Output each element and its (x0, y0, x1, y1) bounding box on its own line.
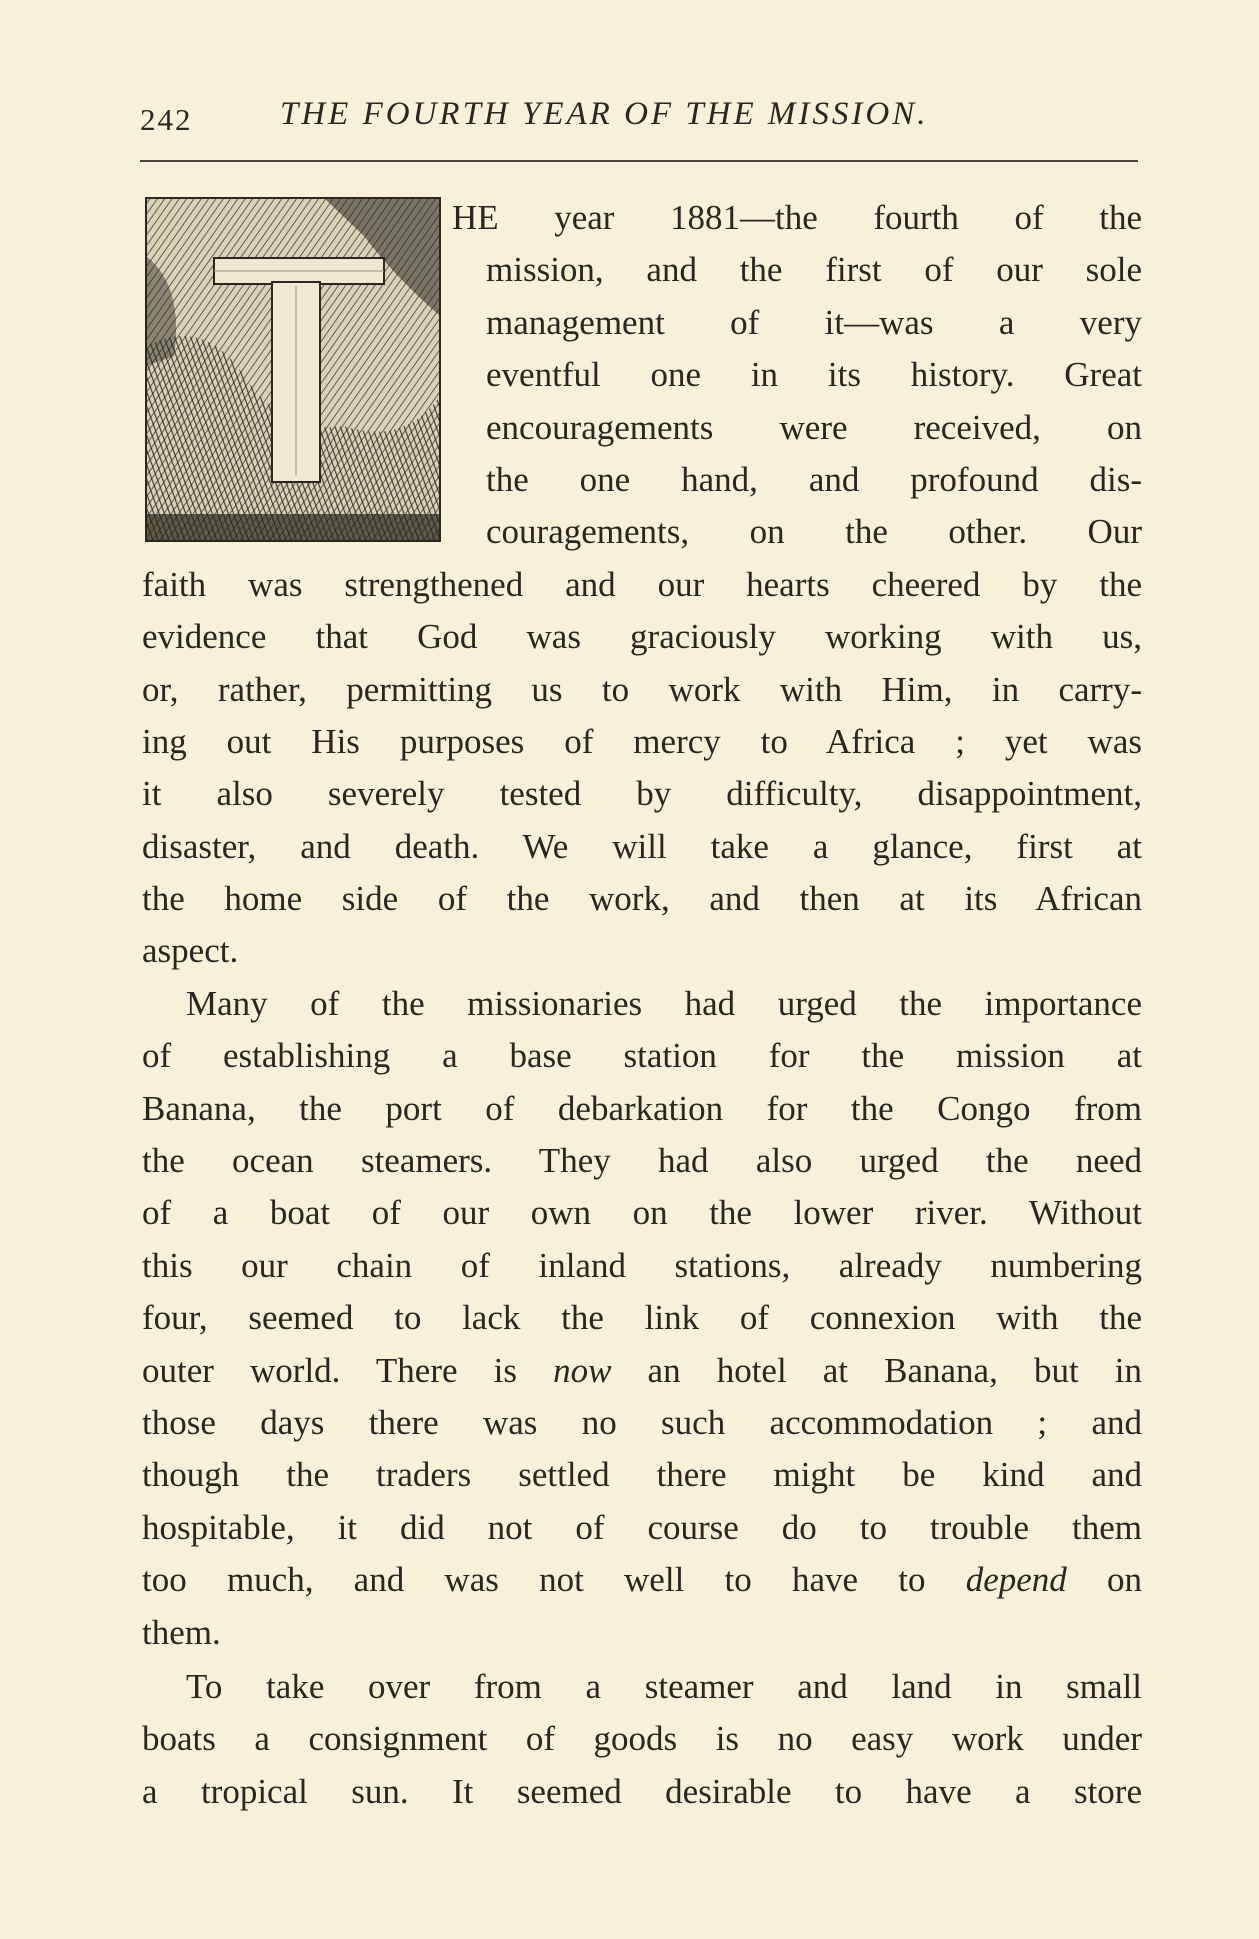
text-line: ing out His purposes of mercy to Africa ; yet was (142, 721, 1142, 761)
text-line: eventful one in its history. Great (486, 355, 1142, 395)
text-run: outer world. There is (142, 1350, 517, 1390)
text-line: the ocean steamers. They had also urged the need (142, 1141, 1142, 1181)
text-run: an hotel at Banana, but in (647, 1350, 1143, 1390)
text-line: it also severely tested by difficulty, disappointment, (142, 774, 1142, 814)
italic-word: now (553, 1350, 612, 1390)
text-line: or, rather, permitting us to work with Him, in carry- (142, 669, 1142, 709)
text-line: couragements, on the other. Our (486, 512, 1142, 552)
header-rule (140, 160, 1138, 162)
text-run: on (1107, 1560, 1143, 1600)
text-line: a tropical sun. It seemed desirable to have a store (142, 1771, 1142, 1811)
paragraph-3 (142, 1661, 1142, 1818)
page-number: 242 (140, 102, 193, 137)
text-line: those days there was no such accommodation ; and (142, 1402, 1142, 1442)
paragraph-1 (142, 192, 1142, 978)
text-line-mixed (142, 1554, 1142, 1606)
text-line: this our chain of inland stations, already numbering (142, 1245, 1142, 1285)
text-line: hospitable, it did not of course do to trouble them (142, 1507, 1142, 1547)
text-line: them. (142, 1612, 221, 1652)
text-line: of a boat of our own on the lower river. Without (142, 1193, 1142, 1233)
text-line: though the traders settled there might be kind and (142, 1455, 1142, 1495)
text-line: of establishing a base station for the mission at (142, 1036, 1142, 1076)
text-line: mission, and the first of our sole (486, 250, 1142, 290)
text-line: the one hand, and profound dis- (486, 459, 1142, 499)
text-line: the home side of the work, and then at its African (142, 879, 1142, 919)
text-line: disaster, and death. We will take a glance, first at (142, 826, 1142, 866)
text-line: To take over from a steamer and land in small (186, 1666, 1142, 1706)
text-line: Banana, the port of debarkation for the Congo from (142, 1088, 1142, 1128)
text-line: Many of the missionaries had urged the importance (186, 983, 1142, 1023)
text-line: boats a consignment of goods is no easy work under (142, 1719, 1142, 1759)
body-text (142, 192, 1142, 1818)
paragraph-2 (142, 978, 1142, 1659)
running-title: THE FOURTH YEAR OF THE MISSION. (280, 96, 929, 132)
text-line: encouragements were received, on (486, 407, 1142, 447)
text-line: aspect. (142, 931, 239, 971)
text-line: HE year 1881—the fourth of the (452, 198, 1142, 237)
running-head (140, 92, 1140, 144)
text-line: faith was strengthened and our hearts cheered by the (142, 564, 1142, 604)
italic-word: depend (965, 1560, 1067, 1600)
text-line: four, seemed to lack the link of connexion with the (142, 1298, 1142, 1338)
text-line-mixed (142, 1345, 1142, 1397)
text-run: too much, and was not well to have to (142, 1560, 926, 1600)
text-line: management of it—was a very (486, 302, 1142, 342)
text-line: evidence that God was graciously working with us, (142, 617, 1142, 657)
